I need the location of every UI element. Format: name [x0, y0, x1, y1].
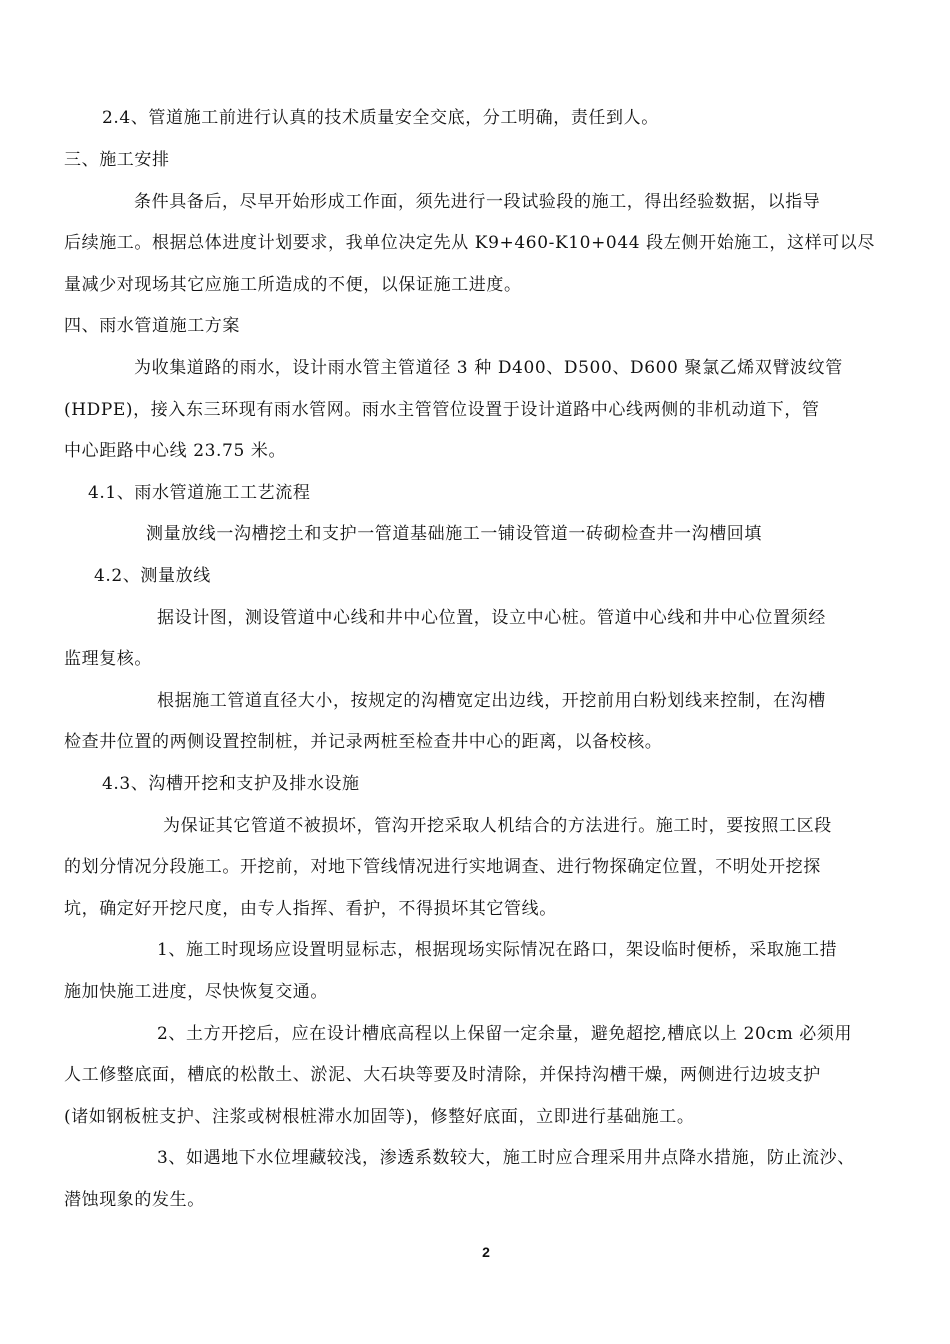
paragraph-line: 根据施工管道直径大小，按规定的沟槽宽定出边线，开挖前用白粉划线来控制，在沟槽	[157, 691, 826, 711]
paragraph-line: (HDPE)，接入东三环现有雨水管网。雨水主管管位设置于设计道路中心线两侧的非机动道下，管	[64, 400, 820, 420]
section-heading-2-4: 2.4、管道施工前进行认真的技术质量安全交底，分工明确，责任到人。	[102, 108, 659, 128]
list-item-2: 2、土方开挖后，应在设计槽底高程以上保留一定余量，避免超挖,槽底以上 20cm 必须用	[157, 1024, 853, 1044]
paragraph-line: 坑，确定好开挖尺度，由专人指挥、看护，不得损坏其它管线。	[64, 899, 557, 919]
list-item-3: 3、如遇地下水位埋藏较浅，渗透系数较大，施工时应合理采用井点降水措施，防止流沙、	[157, 1148, 855, 1168]
paragraph-line: 条件具备后，尽早开始形成工作面，须先进行一段试验段的施工，得出经验数据，以指导	[134, 192, 821, 212]
paragraph-line: 量减少对现场其它应施工所造成的不便，以保证施工进度。	[64, 275, 522, 295]
paragraph-line: 为保证其它管道不被损坏，管沟开挖采取人机结合的方法进行。施工时，要按照工区段	[163, 816, 832, 836]
process-flow-line: 测量放线一沟槽挖土和支护一管道基础施工一铺设管道一砖砌检查井一沟槽回填	[146, 524, 762, 544]
section-heading-4-1: 4.1、雨水管道施工工艺流程	[88, 483, 311, 503]
section-heading-4: 四、雨水管道施工方案	[64, 316, 240, 336]
paragraph-line: 监理复核。	[64, 649, 152, 669]
paragraph-line: 的划分情况分段施工。开挖前，对地下管线情况进行实地调查、进行物探确定位置，不明处开挖探	[64, 857, 821, 877]
paragraph-line: 后续施工。根据总体进度计划要求，我单位决定先从 K9+460-K10+044 段左侧开始施工，这样可以尽	[64, 233, 875, 253]
section-heading-4-2: 4.2、测量放线	[94, 566, 211, 586]
section-heading-3: 三、施工安排	[64, 150, 170, 170]
paragraph-line: (诸如钢板桩支护、注浆或树根桩滞水加固等)，修整好底面，立即进行基础施工。	[64, 1107, 695, 1127]
section-heading-4-3: 4.3、沟槽开挖和支护及排水设施	[102, 774, 360, 794]
paragraph-line: 检查井位置的两侧设置控制桩，并记录两桩至检查井中心的距离，以备校核。	[64, 732, 663, 752]
paragraph-line: 中心距路中心线 23.75 米。	[64, 441, 287, 461]
paragraph-line: 潜蚀现象的发生。	[64, 1190, 205, 1210]
paragraph-line: 为收集道路的雨水，设计雨水管主管道径 3 种 D400、D500、D600 聚氯乙烯双臂波纹管	[134, 358, 843, 378]
page-number: 2	[482, 1244, 490, 1260]
list-item-1: 1、施工时现场应设置明显标志，根据现场实际情况在路口，架设临时便桥，采取施工措	[157, 940, 838, 960]
paragraph-line: 人工修整底面，槽底的松散土、淤泥、大石块等要及时清除，并保持沟槽干燥，两侧进行边坡支护	[64, 1065, 821, 1085]
paragraph-line: 据设计图，测设管道中心线和井中心位置，设立中心桩。管道中心线和井中心位置须经	[157, 608, 826, 628]
paragraph-line: 施加快施工进度，尽快恢复交通。	[64, 982, 328, 1002]
